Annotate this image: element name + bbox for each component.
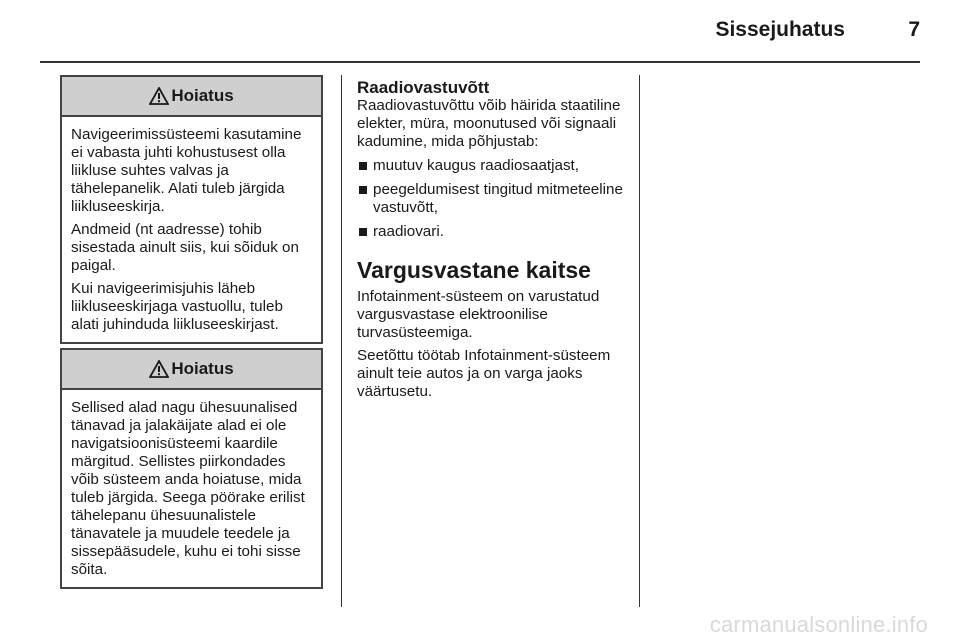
warning-box-header [62, 77, 321, 117]
warning-body [62, 390, 321, 587]
section-title: Sissejuhatus [715, 18, 845, 41]
warning-paragraph: Kui navigeerimisjuhis läheb liikluseeskirjaga vastuollu, tuleb alati juhinduda liikluseeskirjast. [71, 280, 283, 333]
theft-heading: Vargusvastane kaitse [357, 257, 591, 283]
list-item-text: muutuv kaugus raadiosaatjast, [373, 157, 579, 174]
warning-paragraph: Andmeid (nt aadresse) tohib sisestada ainult siis, kui sõiduk on paigal. [71, 221, 299, 274]
list-item-text: peegeldumisest tingitud mitmeteeline vastuvõtt, [373, 181, 623, 216]
bullet-square-icon [359, 162, 367, 170]
warning-box-navigation [60, 75, 323, 344]
column-divider-right [639, 75, 640, 607]
warning-paragraph: Navigeerimissüsteemi kasutamine ei vabasta juhti kohustusest olla liikluse suhtes valvas ja tähelepanelik. Alati tuleb järgida liikluseeskirja. [71, 126, 302, 215]
page-number: 7 [908, 18, 920, 41]
warning-title: Hoiatus [171, 359, 234, 378]
header-rule [40, 61, 920, 63]
column-divider-left [341, 75, 342, 607]
list-item [357, 223, 627, 241]
bullet-square-icon [359, 186, 367, 194]
warning-box-one-way [60, 348, 323, 589]
warning-triangle-icon [149, 360, 169, 378]
watermark: carmanualsonline.info [709, 612, 928, 637]
content-column [357, 78, 627, 406]
theft-paragraph: Seetõttu töötab Infotainment-süsteem ainult teie autos ja on varga jaoks väärtusetu. [357, 347, 611, 400]
warning-box-header [62, 350, 321, 390]
radio-heading: Raadiovastuvõtt [357, 78, 490, 97]
list-item-text: raadiovari. [373, 223, 444, 240]
radio-bullet-list [357, 157, 627, 241]
radio-intro: Raadiovastuvõttu võib häirida staatiline elekter, müra, moonutused või signaali kadumine, mida põhjustab: [357, 97, 621, 150]
theft-paragraph: Infotainment-süsteem on varustatud vargusvastase elektroonilise turvasüsteemiga. [357, 288, 600, 341]
list-item [357, 181, 627, 217]
bullet-square-icon [359, 228, 367, 236]
warning-triangle-icon [149, 87, 169, 105]
list-item [357, 157, 627, 175]
warning-paragraph: Sellised alad nagu ühesuunalised tänavad ja jalakäijate alad ei ole navigatsioonisüsteemi kaardile märgitud. Sellistes piirkondades võib süsteem anda hoiatuse, mida tuleb järgida. Seega pöörake erilist tähelepanu ühesuunalistele tänavatele ja muudele teedele ja sissepääsudele, kuhu ei tohi sisse sõita. [71, 399, 305, 578]
warning-title: Hoiatus [171, 86, 234, 105]
warning-body [62, 117, 321, 342]
